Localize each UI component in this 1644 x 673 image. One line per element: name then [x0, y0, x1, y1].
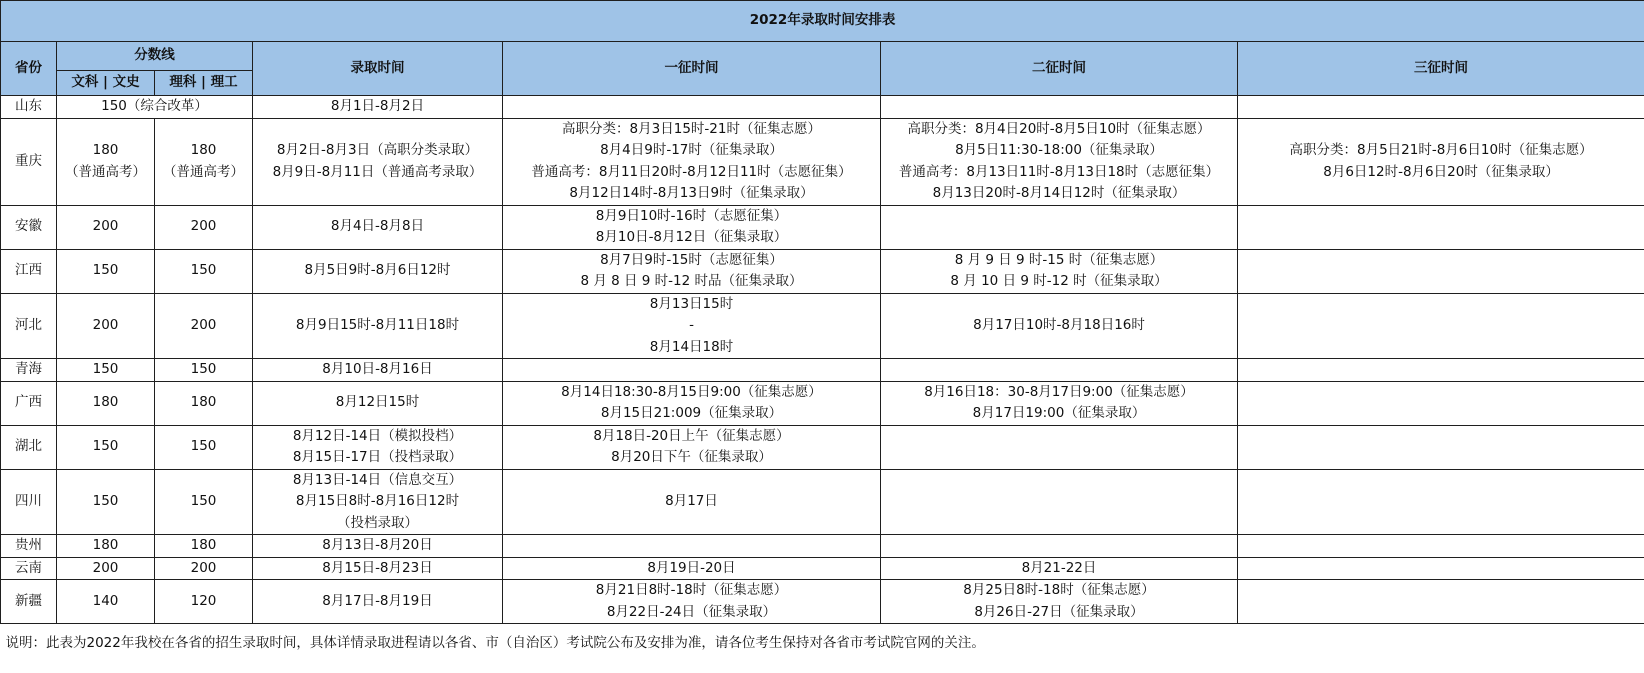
score-arts-cell-line: 150 — [92, 493, 119, 509]
second-round-cell-line: 8月17日19:00（征集录取） — [972, 405, 1146, 421]
score-science-cell-line: 120 — [190, 592, 217, 609]
header-arts: 文科 | 文史 — [57, 71, 155, 96]
first-round-cell — [503, 381, 881, 425]
second-round-cell — [881, 469, 1238, 535]
first-round-cell — [503, 118, 881, 205]
table-row — [1, 249, 1644, 293]
first-round-cell-line: 8月13日15时 — [649, 295, 734, 312]
score-arts-cell-line: 200 — [92, 218, 119, 235]
header-first-round: 一征时间 — [503, 42, 881, 96]
second-round-cell-line: 高职分类：8月4日20时-8月5日10时（征集志愿） — [907, 120, 1211, 137]
first-round-cell-line: 8月21日8时-18时（征集志愿） — [595, 582, 788, 598]
score-arts-cell-line: （普通高考） — [65, 163, 146, 180]
score-science-cell — [155, 118, 253, 205]
score-science-cell — [155, 580, 253, 624]
table-row — [1, 580, 1644, 624]
score-arts-cell — [57, 469, 155, 535]
score-arts-cell — [57, 249, 155, 293]
score-science-cell — [155, 535, 253, 558]
score-science-cell — [155, 359, 253, 382]
admission-time-cell-line: 8月9日15时-8月11日18时 — [295, 317, 460, 333]
province-cell: 重庆 — [1, 118, 57, 205]
first-round-cell-line: 普通高考：8月11日20时-8月12日11时（志愿征集） — [531, 163, 852, 180]
first-round-cell-line: 8月19日-20日 — [647, 559, 736, 576]
score-science-cell-line: （普通高考） — [163, 163, 244, 180]
third-round-cell — [1238, 580, 1644, 624]
admission-time-cell-line: 8月4日-8月8日 — [330, 218, 425, 235]
second-round-cell-line: 普通高考：8月13日11时-8月13日18时（志愿征集） — [898, 163, 1220, 180]
admission-time-cell — [253, 557, 503, 580]
header-score-line: 分数线 — [57, 42, 253, 71]
table-row — [1, 381, 1644, 425]
header-admission-time: 录取时间 — [253, 42, 503, 96]
second-round-cell — [881, 205, 1238, 249]
second-round-cell-line: 8月26日-27日（征集录取） — [974, 603, 1144, 620]
province-cell: 山东 — [1, 96, 57, 119]
second-round-cell-line: 8月25日8时-18时（征集志愿） — [963, 582, 1155, 598]
admission-time-cell-line: （投档录取） — [337, 514, 418, 531]
score-science-cell-line: 150 — [190, 361, 217, 377]
first-round-cell-line: 8 月 8 日 9 时-12 时品（征集录取） — [580, 273, 803, 289]
first-round-cell-line: 8月7日9时-15时（志愿征集） — [600, 251, 783, 268]
second-round-cell-line: 8月17日10时-8月18日16时 — [973, 317, 1145, 333]
score-science-cell-line: 180 — [190, 537, 217, 553]
second-round-cell — [881, 381, 1238, 425]
score-science-cell-line: 180 — [190, 142, 217, 158]
score-science-cell — [155, 425, 253, 469]
header-science: 理科 | 理工 — [155, 71, 253, 96]
score-arts-cell — [57, 557, 155, 580]
second-round-cell-line: 8月21-22日 — [1021, 559, 1097, 576]
second-round-cell-line: 8月5日11:30-18:00（征集录取） — [955, 142, 1163, 158]
third-round-cell — [1238, 557, 1644, 580]
score-science-cell — [155, 557, 253, 580]
score-science-cell — [155, 249, 253, 293]
province-cell: 湖北 — [1, 425, 57, 469]
third-round-cell-line: 8月6日12时-8月6日20时（征集录取） — [1323, 163, 1559, 180]
second-round-cell-line: 8月16日18：30-8月17日9:00（征集志愿） — [924, 383, 1194, 400]
first-round-cell-line: 8月22日-24日（征集录取） — [606, 603, 777, 620]
admission-time-cell-line: 8月17日-8月19日 — [322, 592, 433, 609]
table-row — [1, 205, 1644, 249]
admission-time-cell — [253, 535, 503, 558]
score-arts-cell-line: 180 — [92, 537, 119, 553]
admission-time-cell-line: 8月15日-8月23日 — [322, 559, 433, 576]
admission-time-cell-line: 8月13日-14日（信息交互） — [292, 471, 463, 488]
admission-time-cell-line: 8月12日15时 — [335, 394, 420, 411]
score-arts-cell-line: 140 — [92, 592, 119, 609]
third-round-cell — [1238, 96, 1644, 119]
third-round-cell — [1238, 293, 1644, 359]
table-row — [1, 425, 1644, 469]
score-arts-cell-line: 150 — [92, 361, 119, 377]
second-round-cell-line: 8月13日20时-8月14日12时（征集录取） — [932, 185, 1186, 201]
score-arts-cell-line: 180 — [92, 142, 119, 158]
second-round-cell — [881, 580, 1238, 624]
score-science-cell — [155, 381, 253, 425]
table-row — [1, 96, 1644, 119]
admission-time-cell-line: 8月1日-8月2日 — [330, 98, 425, 114]
admission-time-cell — [253, 96, 503, 119]
admission-time-cell — [253, 425, 503, 469]
first-round-cell — [503, 205, 881, 249]
third-round-cell-line: 高职分类：8月5日21时-8月6日10时（征集志愿） — [1289, 142, 1593, 158]
second-round-cell — [881, 425, 1238, 469]
score-arts-cell — [57, 580, 155, 624]
first-round-cell-line: 8月9日10时-16时（志愿征集） — [595, 207, 788, 224]
footnote: 说明：此表为2022年我校在各省的招生录取时间，具体详情录取进程请以各省、市（自治区）考试院公布及安排为准，请各位考生保持对各省市考试院官网的关注。 — [5, 635, 985, 652]
first-round-cell-line: 8月4日9时-17时（征集录取） — [600, 142, 783, 158]
first-round-cell — [503, 580, 881, 624]
score-arts-cell-line: 180 — [92, 394, 119, 411]
province-cell: 广西 — [1, 381, 57, 425]
third-round-cell — [1238, 535, 1644, 558]
third-round-cell — [1238, 205, 1644, 249]
second-round-cell — [881, 557, 1238, 580]
score-arts-cell-line: 150 — [92, 438, 119, 455]
first-round-cell — [503, 293, 881, 359]
admission-time-cell-line: 8月15日-17日（投档录取） — [292, 449, 463, 465]
table-title: 2022年录取时间安排表 — [1, 1, 1644, 42]
score-science-cell-line: 150 — [190, 438, 217, 455]
score-arts-cell — [57, 118, 155, 205]
province-cell: 新疆 — [1, 580, 57, 624]
admission-time-cell-line: 8月5日9时-8月6日12时 — [304, 262, 451, 279]
score-arts-cell-line: 150 — [92, 262, 119, 279]
second-round-cell-line: 8 月 9 日 9 时-15 时（征集志愿） — [954, 251, 1164, 268]
province-cell: 青海 — [1, 359, 57, 382]
first-round-cell-line: 8月20日下午（征集录取） — [611, 449, 772, 465]
first-round-cell-line: 8月17日 — [665, 493, 718, 509]
province-cell: 云南 — [1, 557, 57, 580]
score-science-cell — [155, 205, 253, 249]
admission-time-cell-line: 8月12日-14日（模拟投档） — [292, 427, 463, 444]
second-round-cell — [881, 249, 1238, 293]
score-arts-cell — [57, 205, 155, 249]
third-round-cell — [1238, 249, 1644, 293]
table-row — [1, 118, 1644, 205]
score-science-cell-line: 200 — [190, 559, 217, 576]
table-row — [1, 469, 1644, 535]
table-row — [1, 359, 1644, 382]
admission-time-cell-line: 8月10日-8月16日 — [322, 361, 433, 377]
admission-time-cell — [253, 118, 503, 205]
first-round-cell — [503, 359, 881, 382]
third-round-cell — [1238, 118, 1644, 205]
header-second-round: 二征时间 — [881, 42, 1238, 96]
admission-time-cell — [253, 469, 503, 535]
third-round-cell — [1238, 425, 1644, 469]
admission-time-cell — [253, 249, 503, 293]
first-round-cell — [503, 557, 881, 580]
admission-time-cell — [253, 205, 503, 249]
first-round-cell — [503, 535, 881, 558]
score-arts-cell — [57, 293, 155, 359]
first-round-cell-line: 8月18日-20日上午（征集志愿） — [593, 427, 790, 444]
table-row — [1, 293, 1644, 359]
admission-time-cell — [253, 381, 503, 425]
score-arts-cell — [57, 381, 155, 425]
score-arts-cell — [57, 425, 155, 469]
first-round-cell-line: 8月12日14时-8月13日9时（征集录取） — [569, 185, 814, 201]
first-round-cell-line: 8月10日-8月12日（征集录取） — [595, 229, 788, 245]
province-cell: 贵州 — [1, 535, 57, 558]
score-arts-cell-line: 200 — [92, 317, 119, 333]
score-arts-cell — [57, 535, 155, 558]
first-round-cell — [503, 96, 881, 119]
first-round-cell-line: - — [689, 317, 694, 333]
admission-time-cell-line: 8月9日-8月11日（普通高考录取） — [272, 163, 483, 180]
second-round-cell — [881, 96, 1238, 119]
first-round-cell-line: 8月15日21:009（征集录取） — [600, 405, 783, 421]
second-round-cell — [881, 293, 1238, 359]
first-round-cell — [503, 469, 881, 535]
admission-time-cell — [253, 359, 503, 382]
score-science-cell-line: 200 — [190, 218, 217, 235]
score-science-cell-line: 150 — [190, 493, 217, 509]
second-round-cell-line: 8 月 10 日 9 时-12 时（征集录取） — [950, 273, 1168, 289]
first-round-cell-line: 高职分类：8月3日15时-21时（征集志愿） — [562, 120, 821, 137]
second-round-cell — [881, 118, 1238, 205]
second-round-cell — [881, 535, 1238, 558]
province-cell: 河北 — [1, 293, 57, 359]
first-round-cell-line: 8月14日18时 — [649, 338, 734, 355]
second-round-cell — [881, 359, 1238, 382]
first-round-cell-line: 8月14日18:30-8月15日9:00（征集志愿） — [561, 383, 822, 400]
score-science-cell-line: 200 — [190, 317, 217, 333]
score-science-cell-line: 150 — [190, 262, 217, 279]
score-arts-cell — [57, 359, 155, 382]
admission-time-cell — [253, 293, 503, 359]
score-combined-cell: 150（综合改革） — [57, 96, 253, 119]
score-arts-cell-line: 200 — [92, 559, 119, 576]
score-science-cell — [155, 293, 253, 359]
admission-time-cell-line: 8月15日8时-8月16日12时 — [295, 493, 460, 509]
third-round-cell — [1238, 359, 1644, 382]
table-row — [1, 557, 1644, 580]
first-round-cell — [503, 249, 881, 293]
province-cell: 安徽 — [1, 205, 57, 249]
score-science-cell-line: 180 — [190, 394, 217, 411]
third-round-cell — [1238, 381, 1644, 425]
province-cell: 四川 — [1, 469, 57, 535]
third-round-cell — [1238, 469, 1644, 535]
header-province: 省份 — [1, 42, 57, 96]
table-row — [1, 535, 1644, 558]
admission-time-cell-line: 8月13日-8月20日 — [322, 537, 433, 553]
admission-time-cell-line: 8月2日-8月3日（高职分类录取） — [276, 142, 479, 158]
score-science-cell — [155, 469, 253, 535]
first-round-cell — [503, 425, 881, 469]
header-third-round: 三征时间 — [1238, 42, 1644, 96]
province-cell: 江西 — [1, 249, 57, 293]
admission-time-cell — [253, 580, 503, 624]
